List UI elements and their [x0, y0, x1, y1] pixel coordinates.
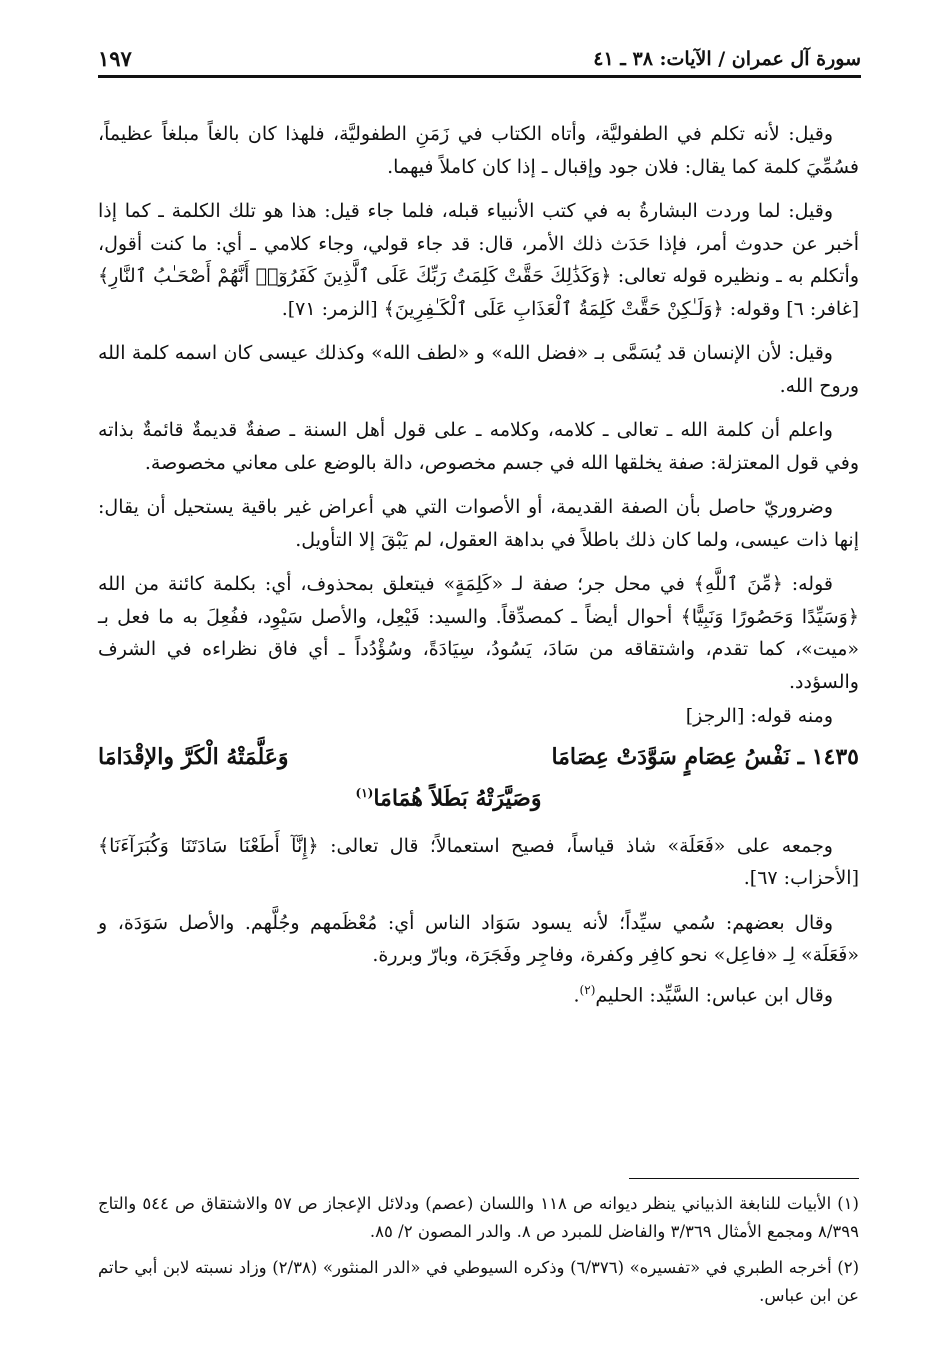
footnote: (١) الأبيات للنابغة الذبياني ينظر ديوانه ص ١١٨ واللسان (عصم) ودلائل الإعجاز ص ٥٧ والاشتقاق ص ٥٤٤ والتاج ٨/٣٩٩ ومجمع الأمثال ٣/٣٦٩ والفاضل للمبرد ص ٨. والدر المصون ٢/ ٨٥.	[98, 1194, 859, 1241]
paragraph: واعلم أن كلمة الله ـ تعالى ـ كلامه، وكلامه ـ على قول أهل السنة ـ صفةٌ قديمةٌ قائمةٌ بذاته وفي قول المعتزلة: صفة يخلقها الله في جسم مخصوص، دالة بالوضع على معاني مخصوصة.	[98, 419, 859, 474]
footnote-ref: (٢)	[579, 982, 596, 997]
footnote: (٢) أخرجه الطبري في «تفسيره» (٦/٣٧٦) وذكره السيوطي في «الدر المنثور» (٢/٣٨) وزاد نسبته لابن أبي حاتم عن ابن عباس.	[98, 1258, 859, 1305]
paragraph: قوله: ﴿مِّنَ ٱللَّهِ﴾ في محل جر؛ صفة لـ «كَلِمَةٍ» فيتعلق بمحذوف، أي: بكلمة كائنة من الله ﴿وَسَيِّدًا وَحَصُورًا وَنَبِيًّا﴾ أحوال أيضاً ـ كمصدِّقاً. والسيد: فَيْعِل، والأصل سَيْوِد، ففُعِلَ به ما فعل بـ «ميت»، كما تقدم، واشتقاقه من سَادَ، يَسُودُ، سِيَادَةً، وسُؤْدُداً ـ أي فاق نظراءه في الشرف والسؤدد.	[98, 573, 859, 693]
footnote-separator	[629, 1178, 859, 1179]
paragraph: وضروريّ حاصل بأن الصفة القديمة، أو الأصوات التي هي أعراض غير باقية يستحيل أن يقال: إنها ذات عيسى، ولما كان ذلك باطلاً في بداهة العقول، لم يَبْقَ إلا التأويل.	[98, 496, 859, 551]
header-rule	[98, 75, 861, 78]
paragraph: وقيل: لما وردت البشارةُ به في كتب الأنبياء قبله، فلما جاء قيل: هذا هو تلك الكلمة ـ كما إذا أخبر عن حدوث أمر، فإذا حَدَث ذلك الأمر، قال: قد جاء قولي، وجاء كلامي ـ أي: ما كنت أقول، وأتكلم به ـ ونظيره قوله تعالى: ﴿وَكَذَٰلِكَ حَقَّتْ كَلِمَتُ رَبِّكَ عَلَى ٱلَّذِينَ كَفَرُوٓا۟ أَنَّهُمْ أَصْحَـٰبُ ٱلنَّارِ﴾ [غافر: ٦] وقوله: ﴿وَلَـٰكِنْ حَقَّتْ كَلِمَةُ ٱلْعَذَابِ عَلَى ٱلْكَـٰفِرِينَ﴾ [الزمر: ٧١].	[98, 200, 859, 320]
chapter-title: سورة آل عمران / الآيات: ٣٨ ـ ٤١	[593, 48, 861, 70]
verse-line	[98, 739, 859, 775]
verse-line-2: وَصَيَّرَتْهُ بَطَلاً هُمَامَا	[373, 784, 542, 811]
verse-hemistich-2: وَعَلَّمَتْهُ الْكَرَّ والإقْدَامَا	[98, 743, 289, 770]
paragraph: وقال بعضهم: سُمي سيِّداً؛ لأنه يسود سَوَاد الناس أي: مُعْظَمهم وجُلَّهم. والأصل سَوَدَة، و «فَعَلَة» لِـ «فاعِل» نحو كافِر وكفرة، وفاجِر وفَجَرَة، وبارّ وبررة.	[98, 911, 859, 967]
verse-hemistich-1: نَفْسُ عِصَامٍ سَوَّدَتْ عِصَامَا	[551, 743, 790, 770]
page-number: ١٩٧	[98, 46, 132, 71]
main-text	[98, 118, 859, 1024]
poetry-verse	[98, 739, 859, 816]
page-header	[98, 44, 861, 78]
verse-number: ١٤٣٥ ـ	[797, 743, 859, 770]
verse-hemistich	[551, 739, 859, 775]
paragraph: وقيل: لأنه تكلم في الطفوليَّة، وأتاه الكتاب في زَمَنِ الطفوليَّة، فلهذا كان بالغاً مبلغاً عظيماً، فسُمِّيَ كلمة كما يقال: فلان جود وإقبال ـ إذا كان كاملاً فيهما.	[98, 123, 859, 178]
paragraph-text: وقال ابن عباس: السَّيِّد: الحليم	[595, 984, 833, 1007]
paragraph: ومنه قوله: [الرجز]	[685, 705, 833, 727]
paragraph: وقال ابن عباس: السَّيِّد: الحليم$^{(٢)}$.	[573, 982, 833, 1007]
paragraph: وجمعه على «فَعَلَة» شاذ قياساً، فصيح استعمالاً؛ قال تعالى: ﴿إِنَّآ أَطَعْنَا سَادَتَنَا وَكُبَرَآءَنَا﴾ [الأحزاب: ٦٧].	[98, 834, 859, 890]
verse-line	[98, 775, 859, 816]
paragraph: وقيل: لأن الإنسان قد يُسَمَّى بـ «فضل الله» و «لطف الله» وكذلك عيسى كان اسمه كلمة الله وروح الله.	[98, 342, 859, 397]
footnote-ref: (١)	[355, 785, 374, 800]
footnotes	[98, 1190, 859, 1318]
